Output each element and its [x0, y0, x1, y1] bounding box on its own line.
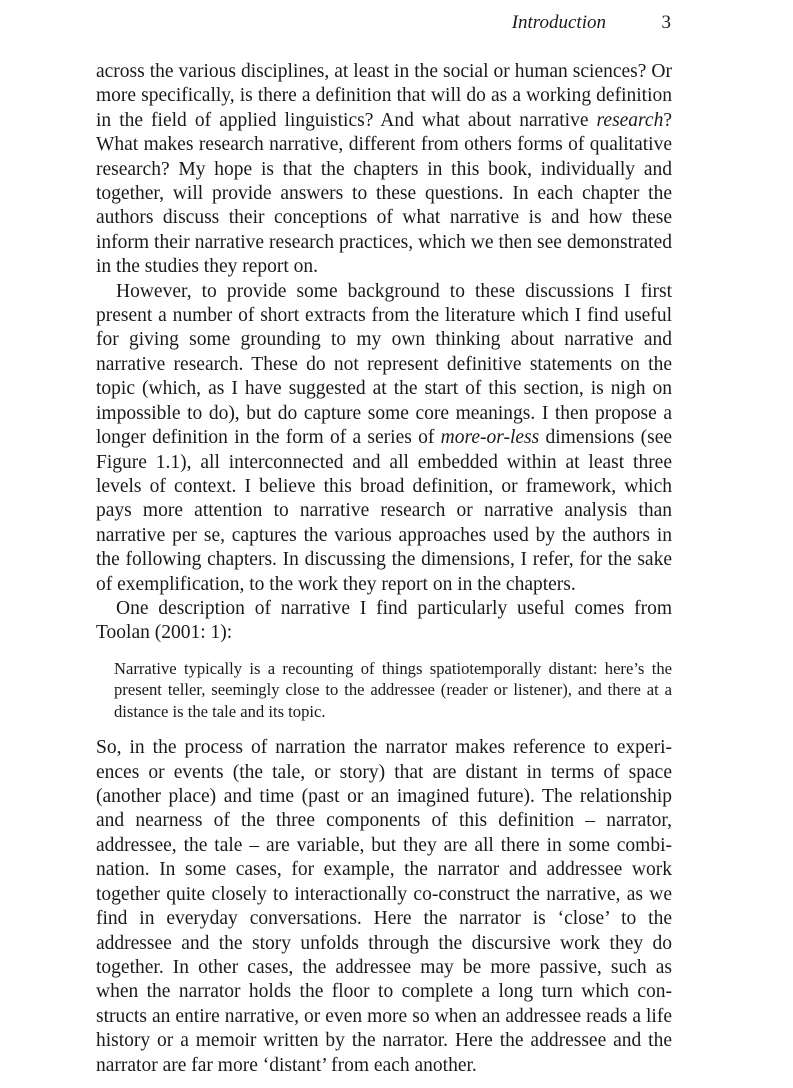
paragraph-3: One description of narrative I find particularly useful comes from Toolan (2001: 1):	[96, 597, 672, 644]
paragraph-1-emphasis: research	[596, 109, 664, 131]
paragraph-2-text-a: However, to provide some background to these discussions I first present a number of short extracts from the literature which I find useful for giving some grounding to my own thinking about narrative and narrative research. These do not represent definitive statements on the topic (which, as I have suggested at the start of this section, is nigh on impossible to do), but do capture some core meanings. I then propose a longer definition in the form of a series of	[96, 280, 672, 449]
paragraph-1-text-a: across the various disciplines, at least in the social or human sciences? Or more specifically, is there a definition that will do as a working definition in the field of applied linguistics? And what about narrative	[96, 61, 672, 131]
running-head: Introduction	[511, 12, 606, 33]
paragraph-2	[96, 280, 672, 597]
block-quote: Narrative typically is a recounting of things spatiotemporally distant: here’s the present teller, seemingly close to the addressee (reader or listener), and there at a distance is the tale and its topic.	[114, 658, 672, 721]
page-number: 3	[661, 12, 671, 33]
paragraph-2-text-b: dimensions (see Figure 1.1), all interconnected and all embedded within at least three levels of context. I believe this broad definition, or framework, which pays more attention to narrative research or narrative analysis than narrative per se, captures the various approaches used by the authors in the following chapters. In discussing the dimensions, I refer, for the sake of exemplification, to the work they report on in the chapters.	[96, 427, 673, 595]
body-text	[96, 60, 672, 1078]
paragraph-1	[96, 60, 672, 280]
paragraph-4: So, in the process of narration the narrator makes reference to experiences or events (the tale, or story) that are distant in terms of space (another place) and time (past or an imagined future). The relationship and nearness of the three components of this definition – narrator, addressee, the tale – are variable, but they are all there in some combination. In some cases, for example, the narrator and addressee work together quite closely to interactionally co-construct the narrative, as we find in everyday conversations. Here the narrator is ‘close’ to the addressee and the story unfolds through the discursive work they do together. In other cases, the addressee may be more passive, such as when the narrator holds the floor to complete a long turn which constructs an entire narrative, or even more so when an addressee reads a life history or a memoir written by the narrator. Here the addressee and the narrator are far more ‘distant’ from each another.	[96, 737, 672, 1076]
paragraph-2-emphasis: more-or-less	[440, 427, 540, 449]
paragraph-1-text-b: ? What makes research narrative, different from others forms of qualitative research? My hope is that the chapters in this book, individually and together, will provide answers to these questions. In each chapter the authors discuss their conceptions of what narrative is and how these inform their narrative research practices, which we then see demonstrated in the studies they report on.	[96, 109, 672, 278]
